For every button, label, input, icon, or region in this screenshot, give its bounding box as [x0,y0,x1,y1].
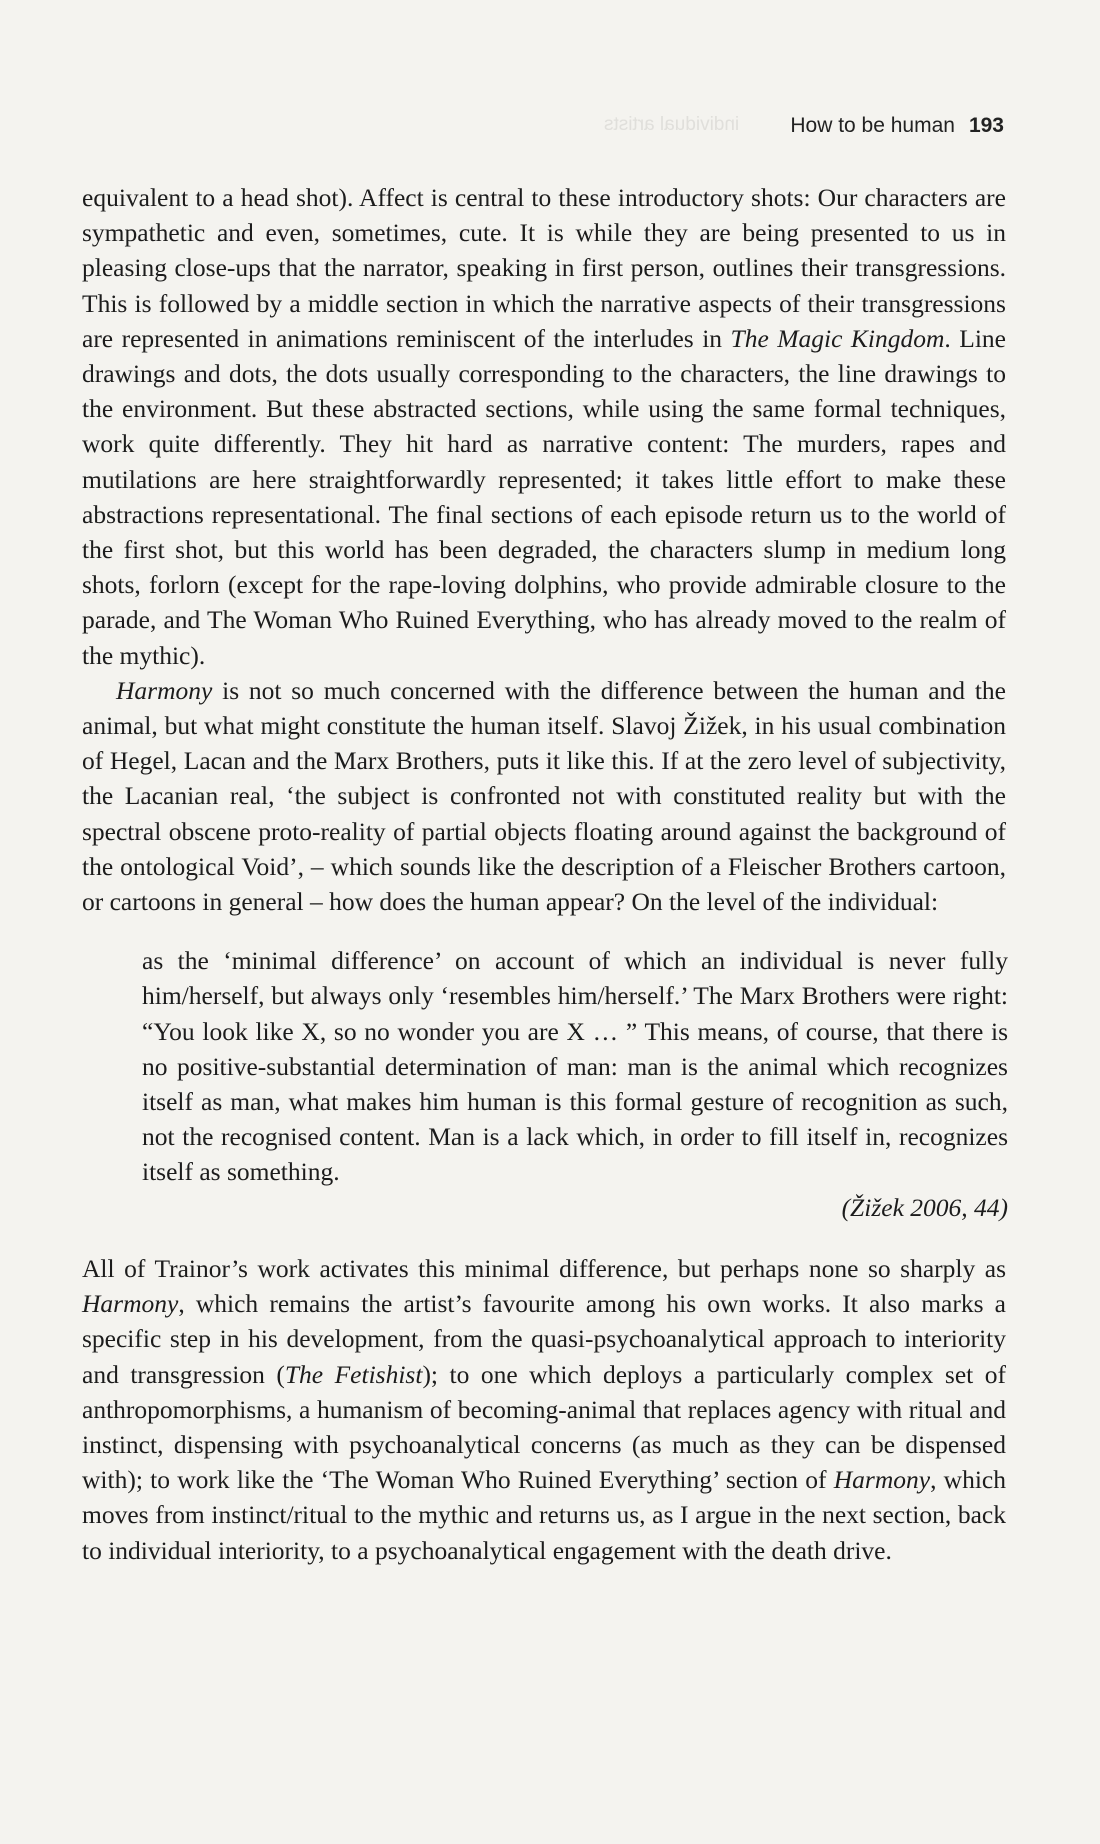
work-title: The Magic Kingdom [730,323,945,353]
bleed-through-header: individual artists [604,114,740,135]
paragraph-3: All of Trainor’s work activates this minimal difference, but perhaps none so sharply as Harmony, which remains the artist’s favourite among his own works. It also marks a specific step in his development, from the quasi-psychoanalytical approach to interiority and transgression (The Fetishist); to one which deploys a particularly complex set of anthropomorphisms, a humanism of becoming-animal that replaces agency with ritual and instinct, dispensing with psychoanalytical concerns (as much as they can be dispensed with); to work like the ‘The Woman Who Ruined Everything’ section of Harmony, which moves from instinct/ritual to the mythic and returns us, as I argue in the next section, back to individual interiority, to a psychoanalytical engagement with the death drive. [82,1253,1006,1565]
running-header [790,114,1004,138]
running-title: How to be human [790,114,955,137]
paragraph-2: Harmony is not so much concerned with the difference between the human and the animal, but what might constitute the human itself. Slavoj Žižek, in his usual combination of Hegel, Lacan and the Marx Brothers, puts it like this. If at the zero level of subjectivity, the Lacanian real, ‘the subject is confronted not with constituted reality but with the spectral obscene proto-reality of partial objects floating around against the background of the ontological Void’, – which sounds like the description of a Fleischer Brothers cartoon, or cartoons in general – how does the human appear? On the level of the individual: [82,675,1006,917]
page-number: 193 [968,114,1004,137]
block-quote: as the ‘minimal difference’ on account of which an individual is never fully him/herself, but always only ‘resembles him/herself.’ The Marx Brothers were right: “You look like X, so no wonder you are X … ” This means, of course, that there is no positive-substantial determination of man: man is the animal which recognizes itself as man, what makes him human is this formal gesture of recognition as such, not the recognised content. Man is a lack which, in order to fill itself in, recognizes itself as something. [142,946,1008,1187]
quote-citation: (Žižek 2006, 44) [841,1192,1008,1222]
work-title: Harmony [833,1465,931,1495]
work-title: Harmony [82,1289,179,1319]
work-title: Harmony [116,675,213,705]
body-text [82,180,1006,1568]
paragraph-1: equivalent to a head shot). Affect is central to these introductory shots: Our characters are sympathetic and even, sometimes, cute. It is while they are being presented to us in pleasing close-ups that the narrator, speaking in first person, outlines their transgressions. This is followed by a middle section in which the narrative aspects of their transgressions are represented in animations reminiscent of the interludes in The Magic Kingdom. Line drawings and dots, the dots usually corresponding to the characters, the line drawings to the environment. But these abstracted sections, while using the same formal techniques, work quite differently. They hit hard as narrative content: The murders, rapes and mutilations are here straightforwardly represented; it takes little effort to make these abstractions representational. The final sections of each episode return us to the world of the first shot, but this world has been degraded, the characters slump in medium long shots, forlorn (except for the rape-loving dolphins, who provide admirable closure to the parade, and The Woman Who Ruined Everything, who has already moved to the realm of the mythic). [82,183,1006,670]
work-title: The Fetishist [284,1359,423,1389]
